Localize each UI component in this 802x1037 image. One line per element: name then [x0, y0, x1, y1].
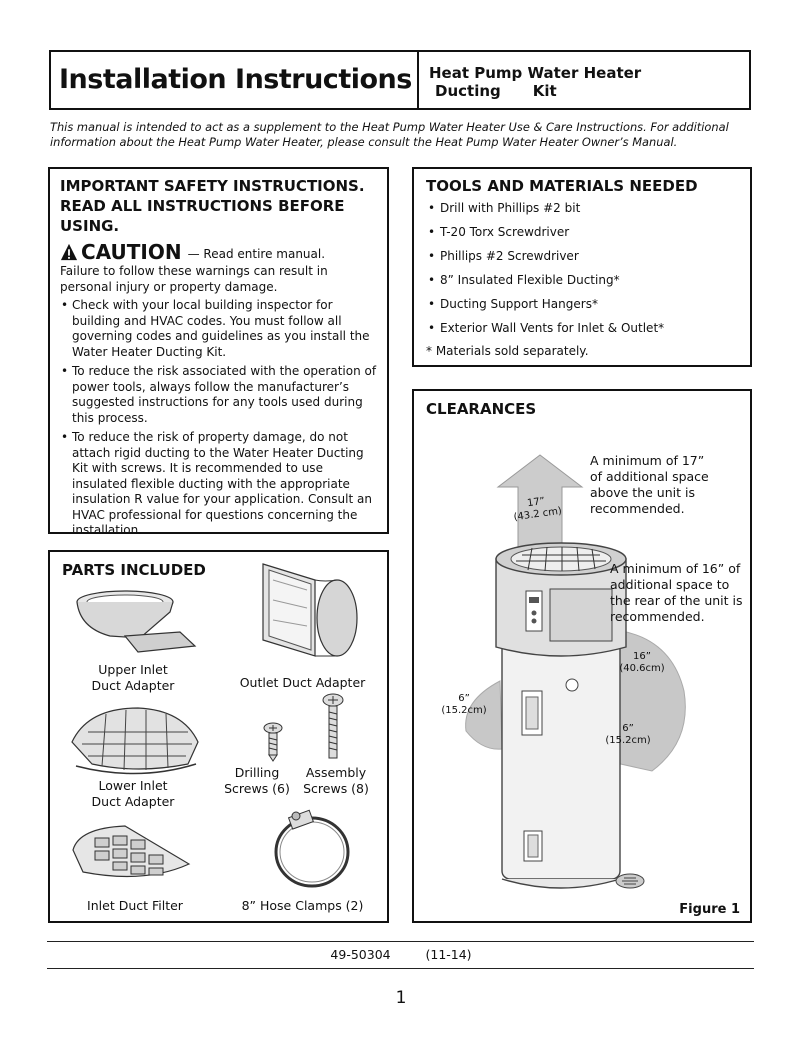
page-title: Installation Instructions — [51, 52, 419, 108]
clearance-figure — [422, 451, 742, 911]
product-line-1: Heat Pump Water Heater — [429, 64, 642, 82]
product-line-2 — [429, 82, 641, 100]
outlet-label: Outlet Duct Adapter — [239, 675, 366, 690]
parts-heading: PARTS INCLUDED — [62, 561, 206, 579]
rear-clearance-note — [610, 561, 750, 625]
safety-heading-2: READ ALL INSTRUCTIONS BEFORE USING. — [60, 197, 345, 235]
top-note-line: A minimum of 17” — [590, 453, 705, 468]
upper-inlet-adapter-drawing — [70, 588, 200, 658]
footer-rule-bottom — [47, 968, 754, 969]
tool-item: • Exterior Wall Vents for Inlet & Outlet* — [426, 320, 738, 336]
tools-list — [426, 200, 738, 336]
safety-bullet: • To reduce the risk associated with the operation of power tools, always follow the manufacturer’s suggested instructions for any tools used during this process. — [60, 364, 377, 426]
top-clearance-note — [590, 453, 740, 517]
drilling-screw-drawing — [258, 720, 288, 762]
rear-note-line: additional space to — [610, 577, 730, 592]
top-note-line: recommended. — [590, 501, 685, 516]
footer-rule-top — [47, 941, 754, 942]
safety-heading-1: IMPORTANT SAFETY INSTRUCTIONS. — [60, 177, 365, 195]
doc-number-value: 49-50304 — [330, 947, 391, 962]
dim-right — [600, 723, 656, 747]
drilling-screws-label-2: Screws (6) — [224, 781, 290, 796]
rear-note-line: A minimum of 16” of — [610, 561, 741, 576]
tool-item: • T-20 Torx Screwdriver — [426, 224, 738, 240]
doc-number — [0, 947, 802, 962]
top-note-line: above the unit is — [590, 485, 695, 500]
drilling-screws-label-1: Drilling — [234, 765, 280, 780]
tool-item: • 8” Insulated Flexible Ducting* — [426, 272, 738, 288]
dim-rear-value: 16” — [633, 651, 651, 662]
lower-inlet-label-1: Lower Inlet — [98, 778, 168, 793]
dim-top-metric: (43.2 cm) — [512, 505, 563, 524]
lower-inlet-adapter-drawing — [68, 702, 203, 782]
dim-top-value: 17” — [526, 495, 546, 510]
caution-line — [60, 240, 377, 264]
warning-triangle-icon — [60, 243, 78, 261]
lower-inlet-label — [68, 778, 198, 810]
upper-inlet-label-1: Upper Inlet — [98, 662, 168, 677]
materials-note: * Materials sold separately. — [426, 344, 589, 358]
caution-word: CAUTION — [81, 240, 182, 264]
tool-item: • Drill with Phillips #2 bit — [426, 200, 738, 216]
assembly-screws-label — [296, 765, 376, 797]
upper-inlet-label-2: Duct Adapter — [91, 678, 175, 693]
assembly-screws-label-2: Screws (8) — [303, 781, 369, 796]
filter-label: Inlet Duct Filter — [87, 898, 183, 913]
dim-rear-metric: (40.6cm) — [619, 663, 665, 674]
upper-inlet-label — [68, 662, 198, 694]
tool-item: • Ducting Support Hangers* — [426, 296, 738, 312]
page-number: 1 — [395, 988, 407, 1008]
dim-left — [436, 693, 492, 717]
dim-right-value: 6” — [622, 723, 634, 734]
outlet-adapter-drawing — [255, 560, 365, 672]
tools-section — [412, 167, 752, 367]
clearances-section — [412, 389, 752, 923]
tool-item: • Phillips #2 Screwdriver — [426, 248, 738, 264]
assembly-screw-drawing — [318, 692, 348, 764]
product-line-2b: Kit — [532, 82, 557, 100]
dim-left-value: 6” — [458, 693, 470, 704]
tools-heading: TOOLS AND MATERIALS NEEDED — [426, 177, 698, 195]
safety-bullet: • To reduce the risk of property damage, do not attach rigid ducting to the Water Heater Ducting Kit with screws. It is recommended to use insulated flexible ducting with the appropriate insulation R value for your application. Consult an HVAC professional for questions concerning the installation. — [60, 430, 377, 539]
page-header — [49, 50, 751, 110]
safety-section — [48, 167, 389, 537]
lower-inlet-label-2: Duct Adapter — [91, 794, 175, 809]
safety-warning: Failure to follow these warnings can result in personal injury or property damage. — [60, 264, 328, 294]
parts-section — [48, 550, 389, 923]
drilling-screws-label — [220, 765, 294, 797]
dim-rear — [614, 651, 670, 675]
rear-note-line: recommended. — [610, 609, 705, 624]
rear-note-line: the rear of the unit is — [610, 593, 743, 608]
product-name — [429, 64, 641, 100]
dim-left-metric: (15.2cm) — [441, 705, 487, 716]
doc-date: (11-14) — [425, 947, 472, 962]
dim-right-metric: (15.2cm) — [605, 735, 651, 746]
product-line-2a: Ducting — [435, 82, 501, 100]
assembly-screws-label-1: Assembly — [305, 765, 367, 780]
caution-sub: — Read entire manual. — [187, 247, 326, 261]
safety-bullets — [60, 298, 377, 539]
figure-label: Figure 1 — [679, 902, 740, 917]
clearances-heading: CLEARANCES — [426, 400, 537, 418]
intro-text: This manual is intended to act as a supplement to the Heat Pump Water Heater Use & Care Instructions. For additional information about the Heat Pump Water Heater, please consult the Heat Pump Water Heater Owner’s Manual. — [50, 120, 729, 149]
hose-clamp-drawing — [260, 802, 360, 892]
inlet-filter-drawing — [65, 820, 200, 890]
safety-bullet: • Check with your local building inspector for building and HVAC codes. You must follow all governing codes and guidelines as you install the Water Heater Ducting Kit. — [60, 298, 377, 360]
top-note-line: of additional space — [590, 469, 709, 484]
clamps-label: 8” Hose Clamps (2) — [241, 898, 364, 913]
